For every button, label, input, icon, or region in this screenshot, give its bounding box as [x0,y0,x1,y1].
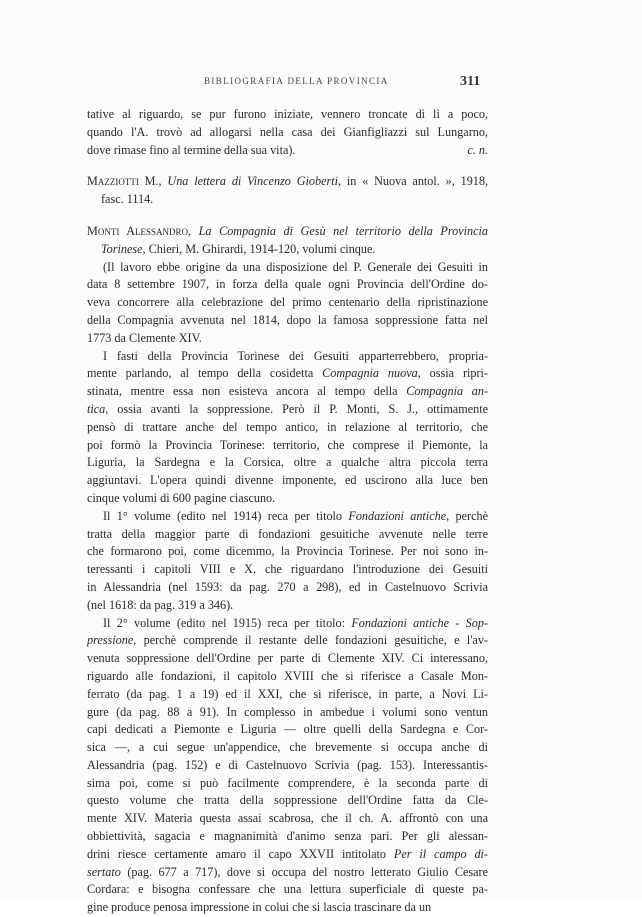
text-line: (Il lavoro ebbe origine da una disposizione del P. Generale dei Gesuiti in [103,259,488,274]
text-line: che formarono poi, come dicemmo, la Provincia Torinese. Per noi sono in- [87,544,488,559]
text-line: mente XIV. Materia questa assai scabrosa, che il ch. A. affrontò con una [87,811,488,826]
text-line: tratta della maggior parte di fondazioni gesuitiche avvenute nelle terre [87,526,488,541]
review-paragraph [87,508,488,615]
bibliography-entry [87,173,488,209]
text-line: Il 1° volume (edito nel 1914) reca per titolo Fondazioni antiche, perchè [103,508,488,523]
entry-continuation [87,106,488,159]
entry-heading-line [87,223,488,241]
page-body [87,106,488,917]
text-line: sima poi, come si può facilmente comprendere, è la seconda parte di [87,775,488,790]
text-line: Cordara: e bisogna confessare che una lettura superficiale di queste pa- [87,882,488,897]
text-line: tica, ossia avanti la soppressione. Però il P. Monti, S. J., ottimamente [87,401,488,416]
text-line: drini riesce certamente amaro il capo XXVII intitolato Per il campo di- [87,846,488,861]
entry-publication: Chieri, M. Ghirardi, 1914-120, volumi cinque. [148,241,376,256]
text-line: Il 2° volume (edito nel 1915) reca per titolo: Fondazioni antiche - Sop- [103,615,488,630]
entry-title: La Compagnia di Gesù nel territorio della Provincia [198,223,488,238]
running-title: BIBLIOGRAFIA DELLA PROVINCIA [204,76,389,86]
text-line: della Compagnia avvenuta nel 1814, dopo la famosa soppressione fatta nel [87,312,488,327]
text-line: gure (da pag. 88 a 91). In complesso in ambedue i volumi sono ventun [87,704,488,719]
text-line: pressione, perchè comprende il restante delle fondazioni gesuitiche, e l'av- [87,633,488,648]
running-header [0,74,642,96]
text-line: data 8 settembre 1907, in forza della quale ogni Provincia dell'Ordine do- [87,277,488,292]
text-line: obbiettività, sagacia e magnanimità d'animo senza pari. Per gli alessan- [87,829,488,844]
entry-author: Mazziotti M., [87,174,162,189]
reviewer-signature: c. n. [467,142,488,157]
text-line: questo volume che tratta della soppressione dell'Ordine fatta da Cle- [87,793,488,808]
entry-heading-line [87,173,488,191]
text-line: veva concorrere alla celebrazione del primo centenario della ripristinazione [87,295,488,310]
text-line: Liguria, la Sardegna e la Corsica, oltre a qualche altra piccola terra [87,455,488,470]
page-number: 311 [460,74,481,89]
text-line: sertato (pag. 677 a 717), dove si occupa del nostro letterato Giulio Cesare [87,864,488,879]
entry-line [87,241,488,259]
entry-review [87,259,488,917]
text-line: quando l'A. trovò ad allogarsi nella casa dei Gianfigliazzi sul Lungarno, [87,124,488,139]
text-line: gine produce penosa impressione in colui che si lascia trascinare da un [87,900,432,915]
text-line: venuta soppressione dell'Ordine per parte di Clemente XIV. Ci interessano, [87,651,488,666]
text-line: tative al riguardo, se pur furono iniziate, vennero troncate di lì a poco, [87,107,488,121]
bibliography-entry [87,223,488,259]
text-line: riguardo alle fondazioni, il capitolo XVIII che si riferisce a Casale Mon- [87,668,488,683]
entry-publication: in « Nuova antol. », 1918, [346,174,488,189]
text-line: (nel 1618: da pag. 319 a 346). [87,597,234,612]
text-line: Alessandria (pag. 152) e di Castelnuovo Scrivia (pag. 153). Interessantis- [87,757,488,772]
text-line: cinque volumi di 600 pagine ciascuno. [87,490,276,505]
entry-line: fasc. 1114. [101,192,154,207]
review-paragraph [87,259,488,348]
entry-title: Una lettera di Vincenzo Gioberti, [167,174,342,189]
text-line: mente parlando, al tempo della cosidetta Compagnia nuova, ossia ripri- [87,366,488,381]
text-line: sica —, a cui segue un'appendice, che brevemente si occupa anche di [87,740,488,755]
text-line: 1773 da Clemente XIV. [87,330,202,345]
text-line: I fasti della Provincia Torinese dei Gesuiti apparterrebbero, propria- [103,348,488,363]
review-paragraph [87,348,488,508]
text-line: pensò di trattare anche del tempo antico, in relazione al territorio, che [87,419,488,434]
review-paragraph [87,615,488,917]
text-line: in Alessandria (nel 1593: da pag. 270 a 298), ed in Castelnuovo Scrivia [87,579,488,594]
text-line [87,142,488,160]
text-line: aggiuntavi. L'opera quindi divenne imponente, ed uscirono alla luce ben [87,473,488,488]
entry-title-cont: Torinese, [101,241,146,256]
text-line: capi dedicati a Piemonte e Liguria — oltre quelli della Sardegna e Cor- [87,722,488,737]
text-line: teressanti i capitoli VIII e X, che riguardano l'introduzione dei Gesuiti [87,562,488,577]
line-text: dove rimase fino al termine della sua vita). [87,142,296,157]
entry-author: Monti Alessandro, [87,223,192,238]
text-line: poi formò la Provincia Torinese: territorio, che comprese il Piemonte, la [87,437,488,452]
text-line: stinata, mentre essa non esisteva ancora al tempo della Compagnia an- [87,384,488,399]
text-line: ferrato (da pag. 1 a 19) ed il XXI, che si riferisce, in parte, a Novi Li- [87,686,488,701]
